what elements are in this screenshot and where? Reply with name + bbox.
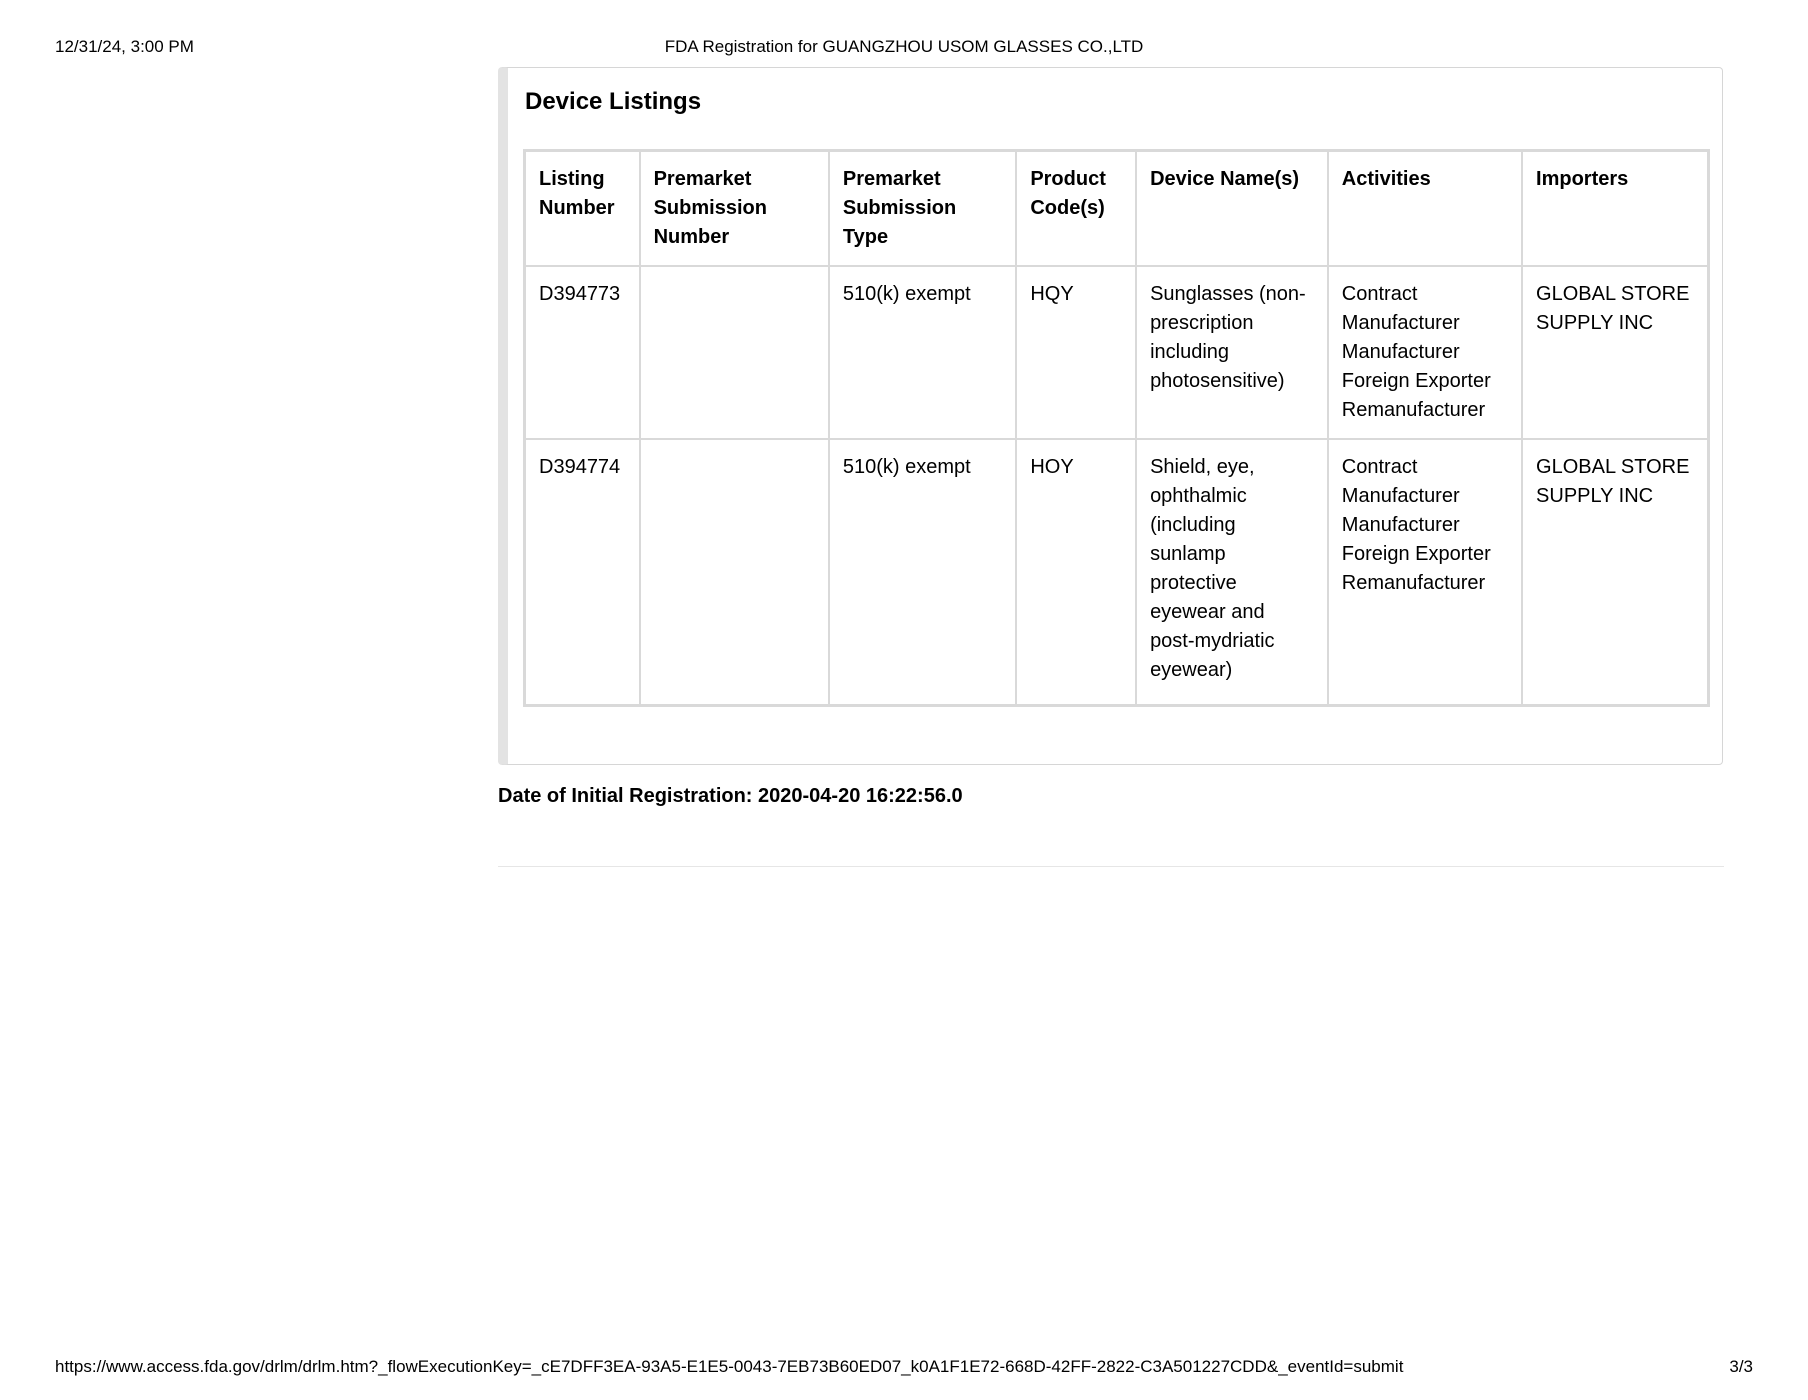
table-header-row bbox=[525, 151, 1709, 267]
activities-cell bbox=[1328, 439, 1522, 705]
activities-cell bbox=[1328, 266, 1522, 439]
submission-type-cell: 510(k) exempt bbox=[829, 439, 1016, 705]
product-code-cell: HQY bbox=[1016, 266, 1136, 439]
device-listings-panel bbox=[498, 67, 1723, 765]
listing-number-cell: D394773 bbox=[525, 266, 640, 439]
activity-item: Contract Manufacturer bbox=[1341, 283, 1460, 334]
activity-item: Remanufacturer bbox=[1341, 399, 1486, 421]
initial-registration-date: Date of Initial Registration: 2020-04-20 16:22:56.0 bbox=[498, 785, 963, 807]
activity-item: Manufacturer bbox=[1341, 514, 1460, 536]
section-title: Device Listings bbox=[525, 88, 702, 115]
header-listing-number: Listing Number bbox=[525, 151, 640, 267]
print-footer bbox=[55, 1356, 1753, 1378]
importers-cell: GLOBAL STORE SUPPLY INC bbox=[1522, 439, 1708, 705]
listing-number-cell: D394774 bbox=[525, 439, 640, 705]
activity-item: Manufacturer bbox=[1341, 341, 1460, 363]
activity-item: Foreign Exporter bbox=[1341, 370, 1491, 392]
header-device-names: Device Name(s) bbox=[1136, 151, 1328, 267]
device-name-cell: Shield, eye, ophthalmic (including sunlamp protective eyewear and post-mydriatic eyewear) bbox=[1136, 439, 1328, 705]
page-url: https://www.access.fda.gov/drlm/drlm.htm?_flowExecutionKey=_cE7DFF3EA-93A5-E1E5-0043-7EB73B60ED07_k0A1F1E72-668D-42FF-2822-C3A501227CDD&_eventId=submit bbox=[55, 1357, 1404, 1376]
print-datetime: 12/31/24, 3:00 PM bbox=[55, 37, 194, 56]
device-name-cell: Sunglasses (non-prescription including photosensitive) bbox=[1136, 266, 1328, 439]
header-activities: Activities bbox=[1328, 151, 1522, 267]
print-header bbox=[55, 36, 1753, 58]
header-importers: Importers bbox=[1522, 151, 1708, 267]
submission-type-cell: 510(k) exempt bbox=[829, 266, 1016, 439]
print-page-title: FDA Registration for GUANGZHOU USOM GLASSES CO.,LTD bbox=[664, 37, 1144, 56]
submission-number-cell bbox=[640, 266, 829, 439]
activity-item: Contract Manufacturer bbox=[1341, 456, 1460, 507]
divider bbox=[498, 866, 1724, 867]
importers-cell: GLOBAL STORE SUPPLY INC bbox=[1522, 266, 1708, 439]
product-code-cell: HOY bbox=[1016, 439, 1136, 705]
header-premarket-submission-number: Premarket Submission Number bbox=[640, 151, 829, 267]
table-row bbox=[525, 439, 1709, 705]
header-product-codes: Product Code(s) bbox=[1016, 151, 1136, 267]
header-premarket-submission-type: Premarket Submission Type bbox=[829, 151, 1016, 267]
submission-number-cell bbox=[640, 439, 829, 705]
page-number: 3/3 bbox=[1729, 1357, 1753, 1376]
activity-item: Remanufacturer bbox=[1341, 572, 1486, 594]
activity-item: Foreign Exporter bbox=[1341, 543, 1491, 565]
device-listings-table bbox=[523, 149, 1710, 707]
table-row bbox=[525, 266, 1709, 439]
